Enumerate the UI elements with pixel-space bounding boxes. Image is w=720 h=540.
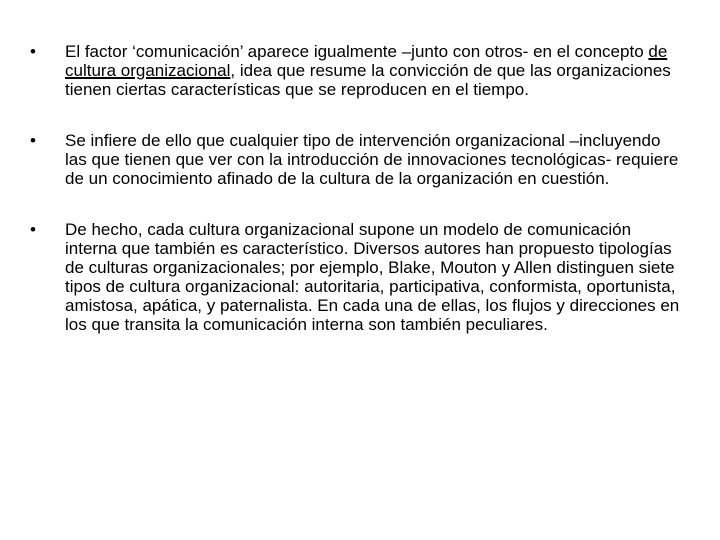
bullet-item-3 [30, 220, 680, 334]
bullet-text-2: Se infiere de ello que cualquier tipo de intervención organizacional –incluyendo las que tienen que ver con la introducción de innovaciones tecnológicas- requiere de un conocimiento afinado de la cultura de la organización en cuestión. [65, 131, 679, 188]
bullet-item-1 [30, 42, 680, 99]
bullet-text-1-after: , idea que resume la convicción de que las organizaciones tienen ciertas características que se reproducen en el tiempo. [65, 61, 671, 99]
bullet-text-3: De hecho, cada cultura organizacional supone un modelo de comunicación interna que también es característico. Diversos autores han propuesto tipologías de culturas organizacionales; por ejemplo, Blake, Mouton y Allen distinguen siete tipos de cultura organizacional: autoritaria, participativa, conformista, oportunista, amistosa, apática, y paternalista. En cada una de ellas, los flujos y direcciones en los que transita la comunicación interna son también peculiares. [65, 220, 680, 334]
bullet-text-1-before: El factor ‘comunicación’ aparece igualmente –junto con otros- en el concepto [65, 42, 649, 61]
bullet-item-2 [30, 131, 680, 188]
bullet-icon: • [30, 42, 36, 61]
bullet-text-1-emphasis: de cultura organizacional [65, 42, 668, 80]
bullet-list [30, 42, 680, 366]
bullet-icon: • [30, 220, 36, 239]
bullet-icon: • [30, 131, 36, 150]
